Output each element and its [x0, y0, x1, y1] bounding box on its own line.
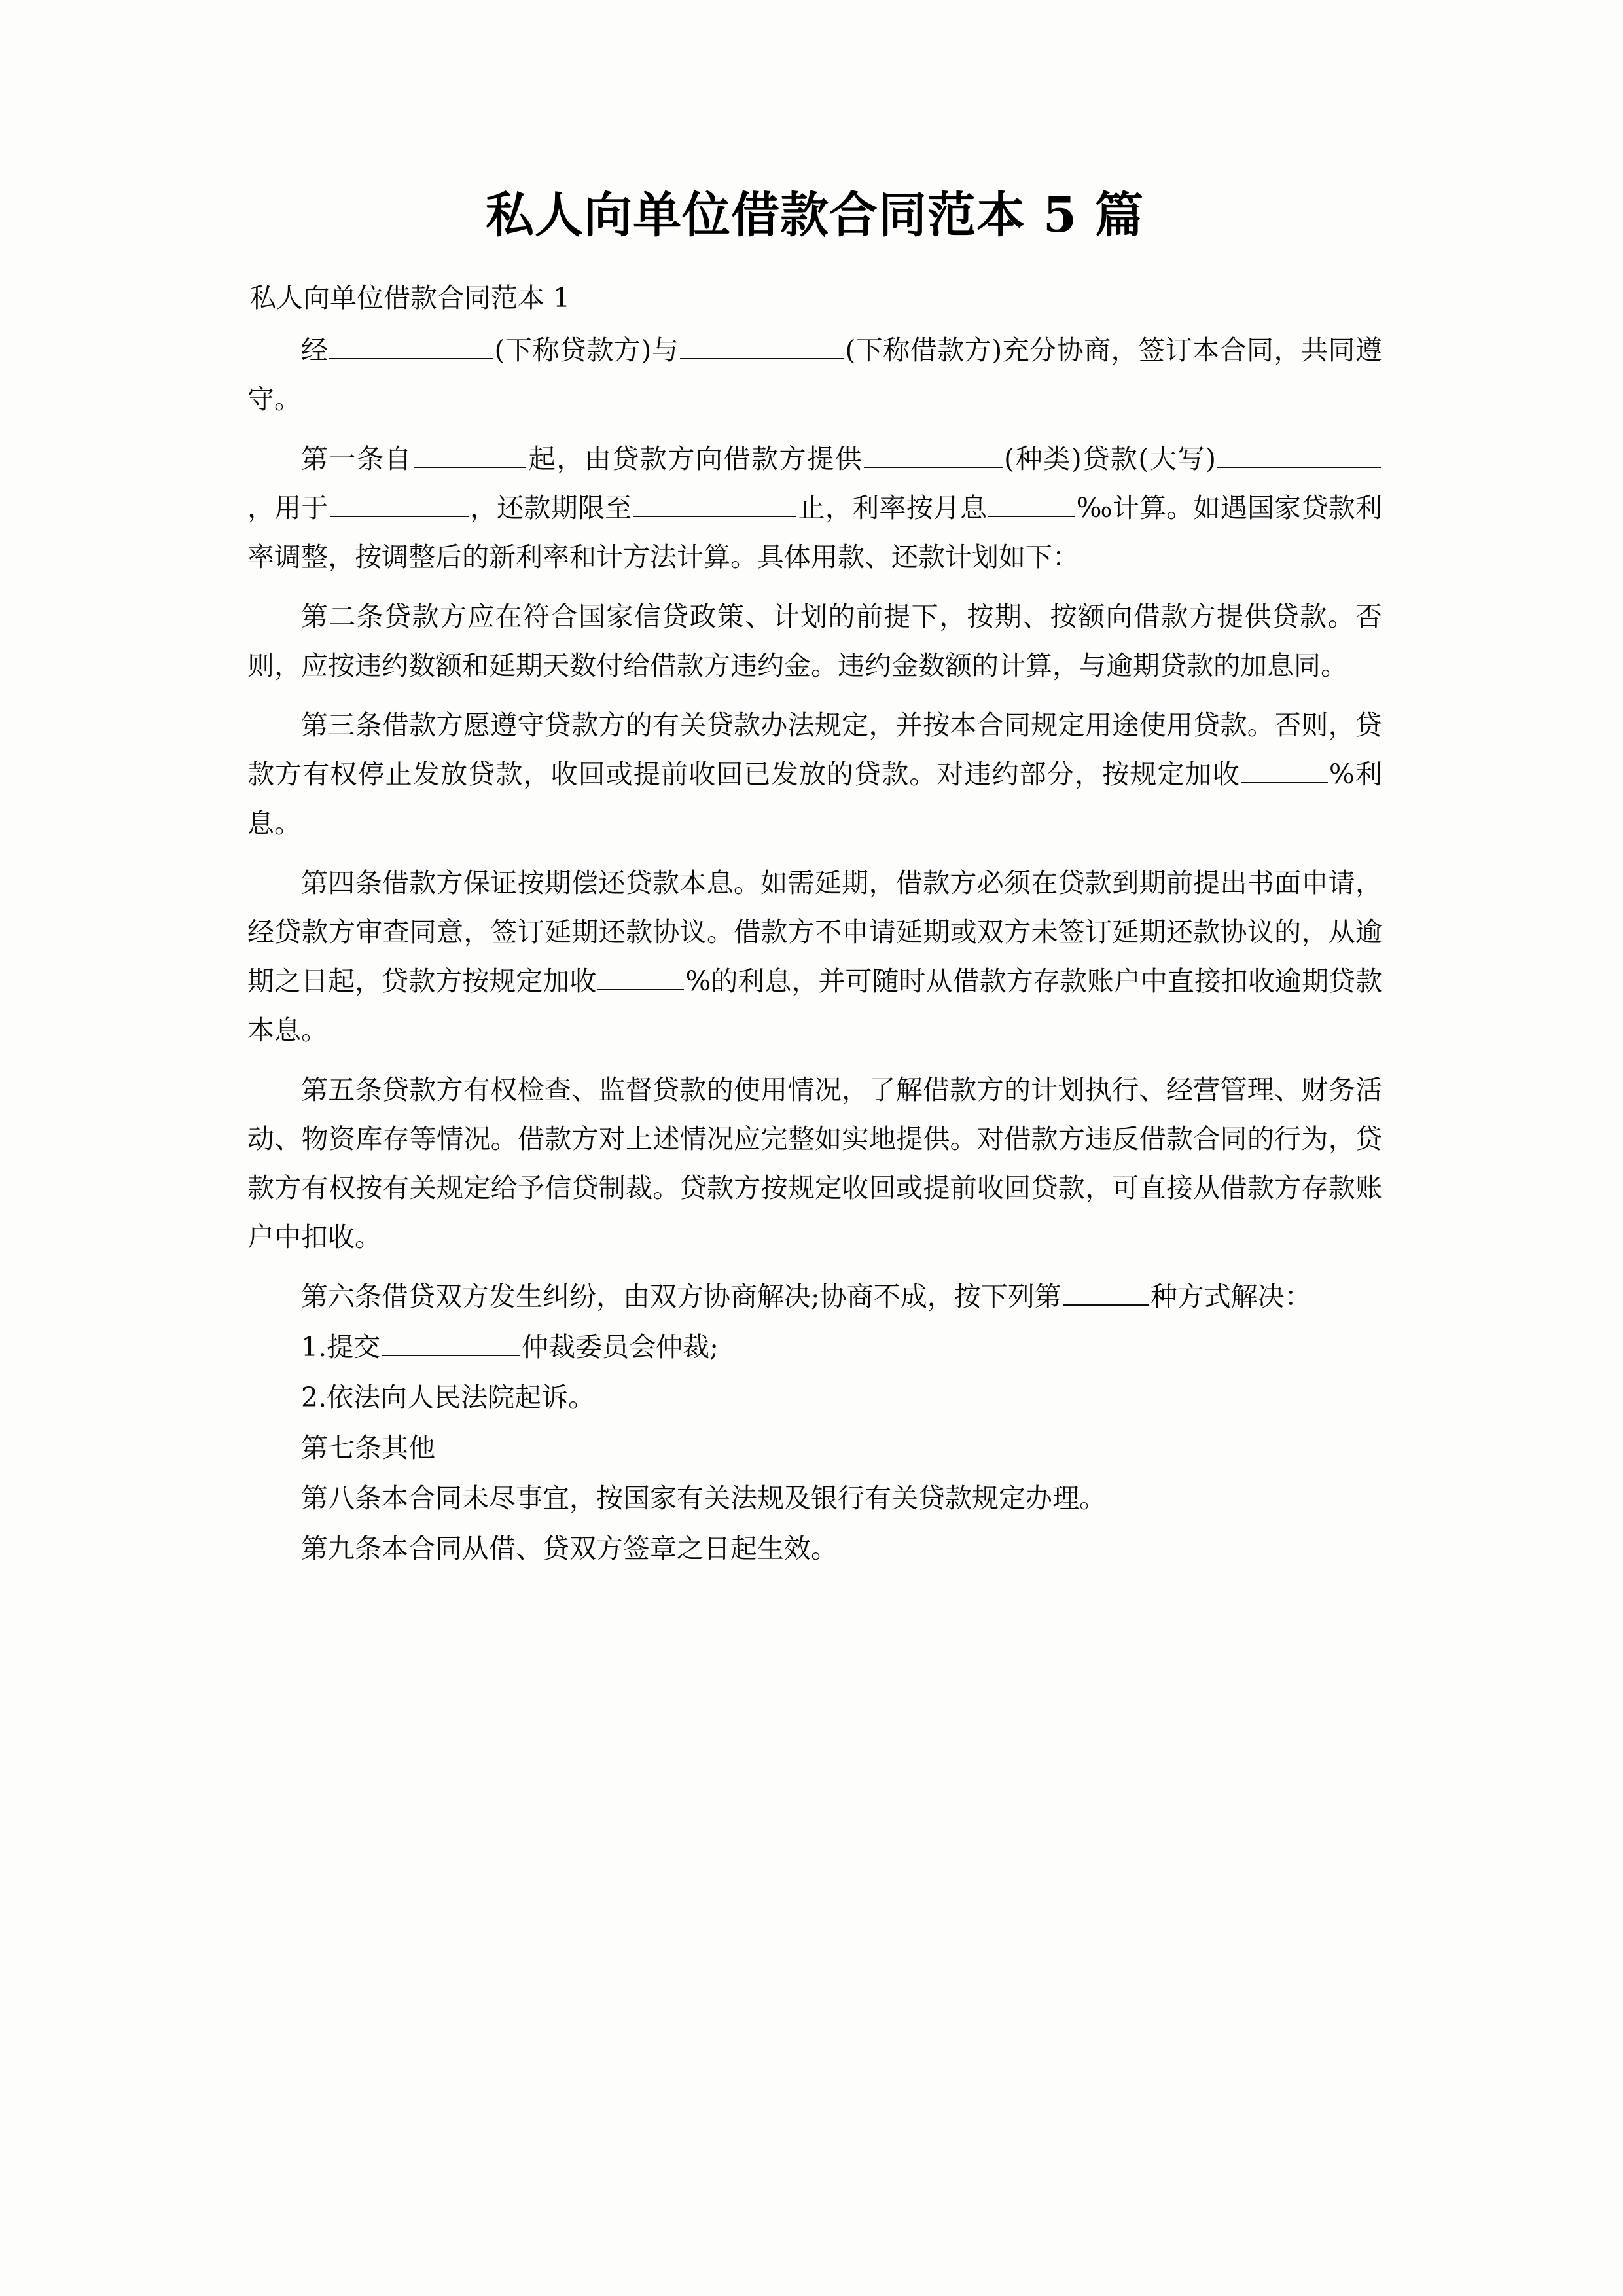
fill-in-blank[interactable]	[864, 440, 1003, 468]
text-run: 第六条借贷双方发生纠纷，由双方协商解决;协商不成，按下列第	[301, 1281, 1061, 1313]
paragraph-article-5	[247, 1066, 1382, 1262]
page-title: 私人向单位借款合同范本 5 篇	[485, 187, 1144, 243]
paragraph-list	[247, 326, 1382, 1573]
text-run: 第八条本合同未尽事宜，按国家有关法规及银行有关贷款规定办理。	[301, 1482, 1106, 1515]
paragraph-article-7	[247, 1424, 1382, 1473]
fill-in-blank[interactable]	[1217, 440, 1381, 468]
fill-in-blank[interactable]	[1241, 756, 1328, 783]
fill-in-blank[interactable]	[1063, 1278, 1149, 1306]
paragraph-preamble	[247, 326, 1382, 424]
document-subtitle: 私人向单位借款合同范本 1	[249, 281, 571, 314]
fill-in-blank[interactable]	[414, 440, 526, 468]
fill-in-blank[interactable]	[329, 332, 493, 359]
text-run: 第三条借款方愿遵守贷款方的有关贷款办法规定，并按本合同规定用途使用贷款。否则，贷款方有权停止发放贷款，收回或提前收回已发放的贷款。对违约部分，按规定加收	[247, 709, 1382, 791]
text-run: (下称借款方)充分协商，签订本合同，共同遵守。	[247, 334, 1382, 416]
text-run: ‰计算。如遇国家贷款利率调整，按调整后的新利率和计方法计算。具体用款、还款计划如下：	[247, 492, 1383, 573]
text-run: 种方式解决：	[1150, 1281, 1311, 1313]
text-run: %的利息，并可随时从借款方存款账户中直接扣收逾期贷款本息。	[247, 965, 1382, 1047]
paragraph-option-2	[247, 1373, 1382, 1422]
fill-in-blank[interactable]	[988, 490, 1075, 517]
text-run: 第九条本合同从借、贷双方签章之日起生效。	[301, 1533, 838, 1565]
text-run: ，用于	[247, 492, 329, 524]
paragraph-article-4	[247, 859, 1382, 1055]
text-run: 第四条借款方保证按期偿还贷款本息。如需延期，借款方必须在贷款到期前提出书面申请，经贷款方审查同意，签订延期还款协议。借款方不申请延期或双方未签订延期还款协议的，从逾期之日起，贷款方按规定加收	[247, 867, 1382, 997]
text-run: 第一条自	[301, 443, 413, 475]
fill-in-blank[interactable]	[382, 1329, 520, 1356]
paragraph-article-3	[247, 701, 1382, 848]
text-run: (种类)贷款(大写)	[1004, 443, 1217, 475]
fill-in-blank[interactable]	[330, 490, 469, 517]
text-run: 仲裁委员会仲裁;	[522, 1331, 719, 1363]
text-run: 2.依法向人民法院起诉。	[301, 1382, 596, 1414]
fill-in-blank[interactable]	[680, 332, 844, 359]
text-run: 止，利率按月息	[798, 492, 988, 524]
paragraph-article-6	[247, 1272, 1382, 1321]
text-run: 1.提交	[301, 1331, 381, 1363]
paragraph-article-1	[247, 435, 1382, 582]
text-run: 起，由贷款方向借款方提供	[527, 443, 863, 475]
paragraph-article-2	[247, 592, 1382, 691]
text-run: 第二条贷款方应在符合国家信贷政策、计划的前提下，按期、按额向借款方提供贷款。否则，应按违约数额和延期天数付给借款方违约金。违约金数额的计算，与逾期贷款的加息同。	[247, 601, 1382, 682]
document-body	[247, 0, 1382, 1573]
paragraph-article-9	[247, 1524, 1382, 1573]
text-run: 第七条其他	[301, 1432, 435, 1464]
text-run: 第五条贷款方有权检查、监督贷款的使用情况，了解借款方的计划执行、经营管理、财务活动、物资库存等情况。借款方对上述情况应完整如实地提供。对借款方违反借款合同的行为，贷款方有权按有关规定给予信贷制裁。贷款方按规定收回或提前收回贷款，可直接从借款方存款账户中扣收。	[247, 1074, 1382, 1253]
text-run: ，还款期限至	[469, 492, 632, 524]
paragraph-article-8	[247, 1474, 1382, 1523]
paragraph-option-1	[247, 1323, 1382, 1372]
fill-in-blank[interactable]	[597, 963, 684, 990]
text-run: %利息。	[247, 759, 1383, 840]
text-run: (下称贷款方)与	[494, 334, 679, 367]
fill-in-blank[interactable]	[633, 490, 796, 517]
text-run: 经	[301, 334, 329, 367]
